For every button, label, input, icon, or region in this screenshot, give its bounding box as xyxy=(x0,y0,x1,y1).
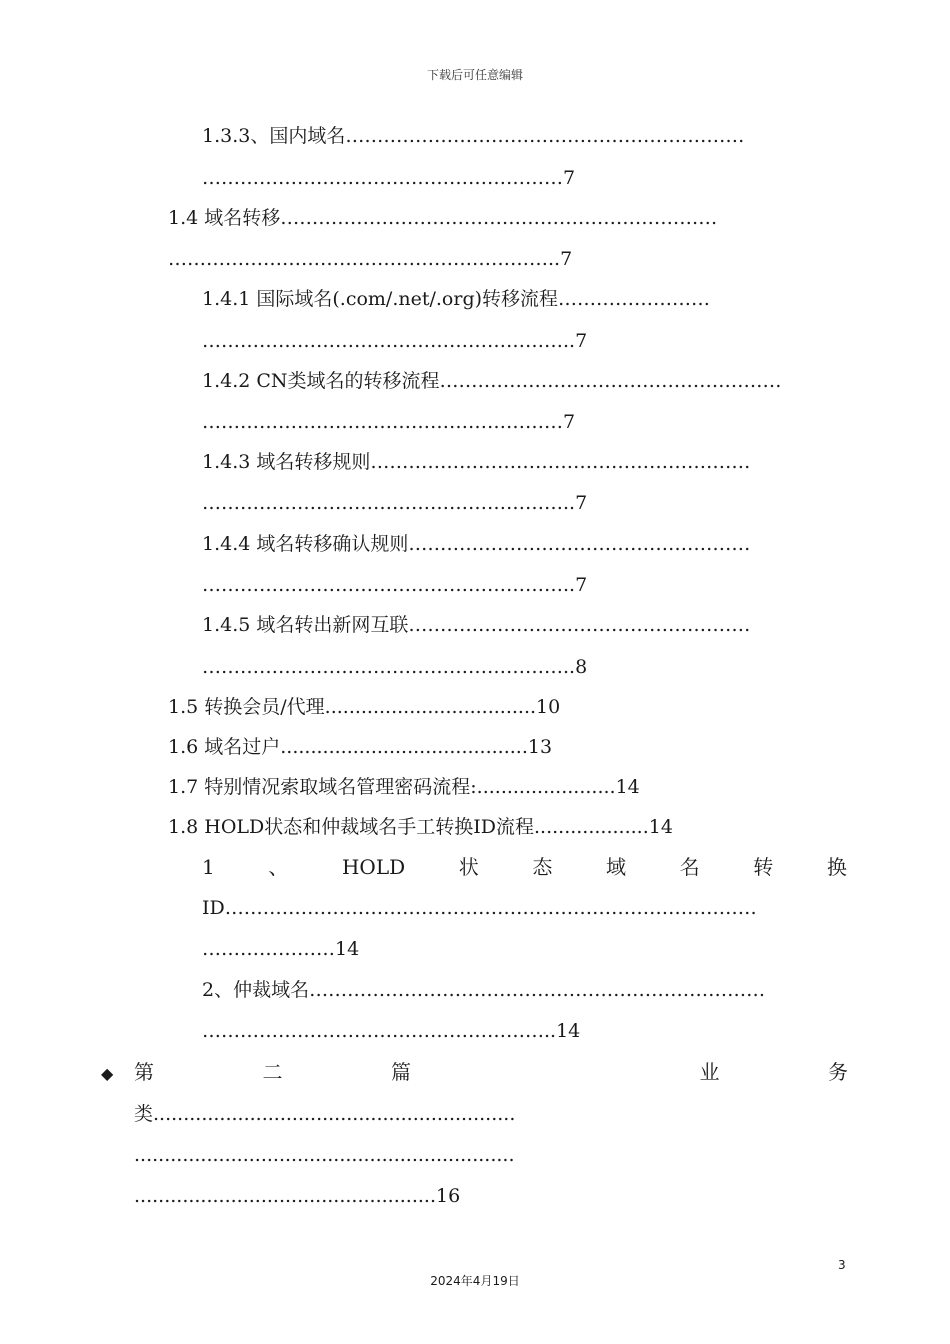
toc-entry-1-4: 1.4 域名转移…………………………………………………………… xyxy=(168,207,718,229)
toc-entry-1-4-2-page: …………………………………………………7 xyxy=(202,411,576,433)
toc-entry-arbitration: 2、仲裁域名……………………………………………………………… xyxy=(202,979,766,1001)
toc-entry-1-4-3: 1.4.3 域名转移规则…………………………………………………… xyxy=(202,451,751,473)
toc-entry-1-4-2: 1.4.2 CN类域名的转移流程……………………………………………… xyxy=(202,370,782,392)
toc-entry-hold xyxy=(202,855,847,879)
part-two-word: 业 xyxy=(699,1060,720,1084)
hold-word: 态 xyxy=(532,855,553,879)
page-header: 下载后可任意编辑 xyxy=(426,68,523,82)
hold-word: HOLD xyxy=(341,855,406,879)
hold-word: 、 xyxy=(268,855,289,879)
toc-entry-1-4-1-page: …………………………………………………..7 xyxy=(202,330,588,352)
part-two-word: 篇 xyxy=(391,1060,411,1084)
toc-entry-hold-page: …………………14 xyxy=(202,938,360,960)
toc-entry-1-8: 1.8 HOLD状态和仲裁域名手工转换ID流程...................14 xyxy=(168,816,673,838)
toc-entry-1-5: 1.5 转换会员/代理...................................10 xyxy=(168,696,561,718)
toc-entry-1-3-3: 1.3.3、国内域名……………………………………………………… xyxy=(202,125,745,147)
toc-entry-1-7: 1.7 特别情况索取域名管理密码流程:.......................14 xyxy=(168,776,640,798)
toc-entry-1-4-1: 1.4.1 国际域名(.com/.net/.org)转移流程…………………… xyxy=(202,288,711,310)
toc-entry-hold-line2: ID………………………………………………………………………… xyxy=(202,897,757,919)
part-two-word: 务 xyxy=(828,1060,848,1084)
page-number: 3 xyxy=(838,1258,846,1272)
toc-entry-1-4-4-page: …………………………………………………..7 xyxy=(202,574,588,596)
hold-word: 域 xyxy=(606,855,627,879)
part-two-heading xyxy=(134,1060,848,1084)
toc-entry-1-4-5: 1.4.5 域名转出新网互联……………………………………………… xyxy=(202,614,751,636)
hold-word: 换 xyxy=(826,855,847,879)
part-two-word: 第 xyxy=(134,1060,154,1084)
page-footer-date: 2024年4月19日 xyxy=(430,1274,520,1288)
toc-entry-1-4-4: 1.4.4 域名转移确认规则……………………………………………… xyxy=(202,533,751,555)
part-two-line2: 类............................................................ xyxy=(134,1103,516,1125)
toc-entry-1-3-3-page: …………………………………………………7 xyxy=(202,167,576,189)
part-two-page: ..................................................16 xyxy=(134,1185,461,1207)
hold-word: 1 xyxy=(202,855,215,879)
toc-entry-arbitration-page: ………………………………………………..14 xyxy=(202,1020,581,1042)
toc-entry-1-4-page: ……………………………………………………..7 xyxy=(168,248,573,270)
toc-entry-1-4-5-page: …………………………………………………..8 xyxy=(202,656,588,678)
part-two-line3: ............................................................... xyxy=(134,1144,515,1166)
hold-word: 状 xyxy=(458,855,479,879)
toc-entry-1-4-3-page: …………………………………………………..7 xyxy=(202,492,588,514)
hold-word: 转 xyxy=(753,855,774,879)
bullet-diamond-icon: ◆ xyxy=(101,1064,114,1083)
part-two-word: 二 xyxy=(262,1060,283,1084)
hold-word: 名 xyxy=(679,855,700,879)
toc-entry-1-6: 1.6 域名过户.........................................13 xyxy=(168,736,553,758)
